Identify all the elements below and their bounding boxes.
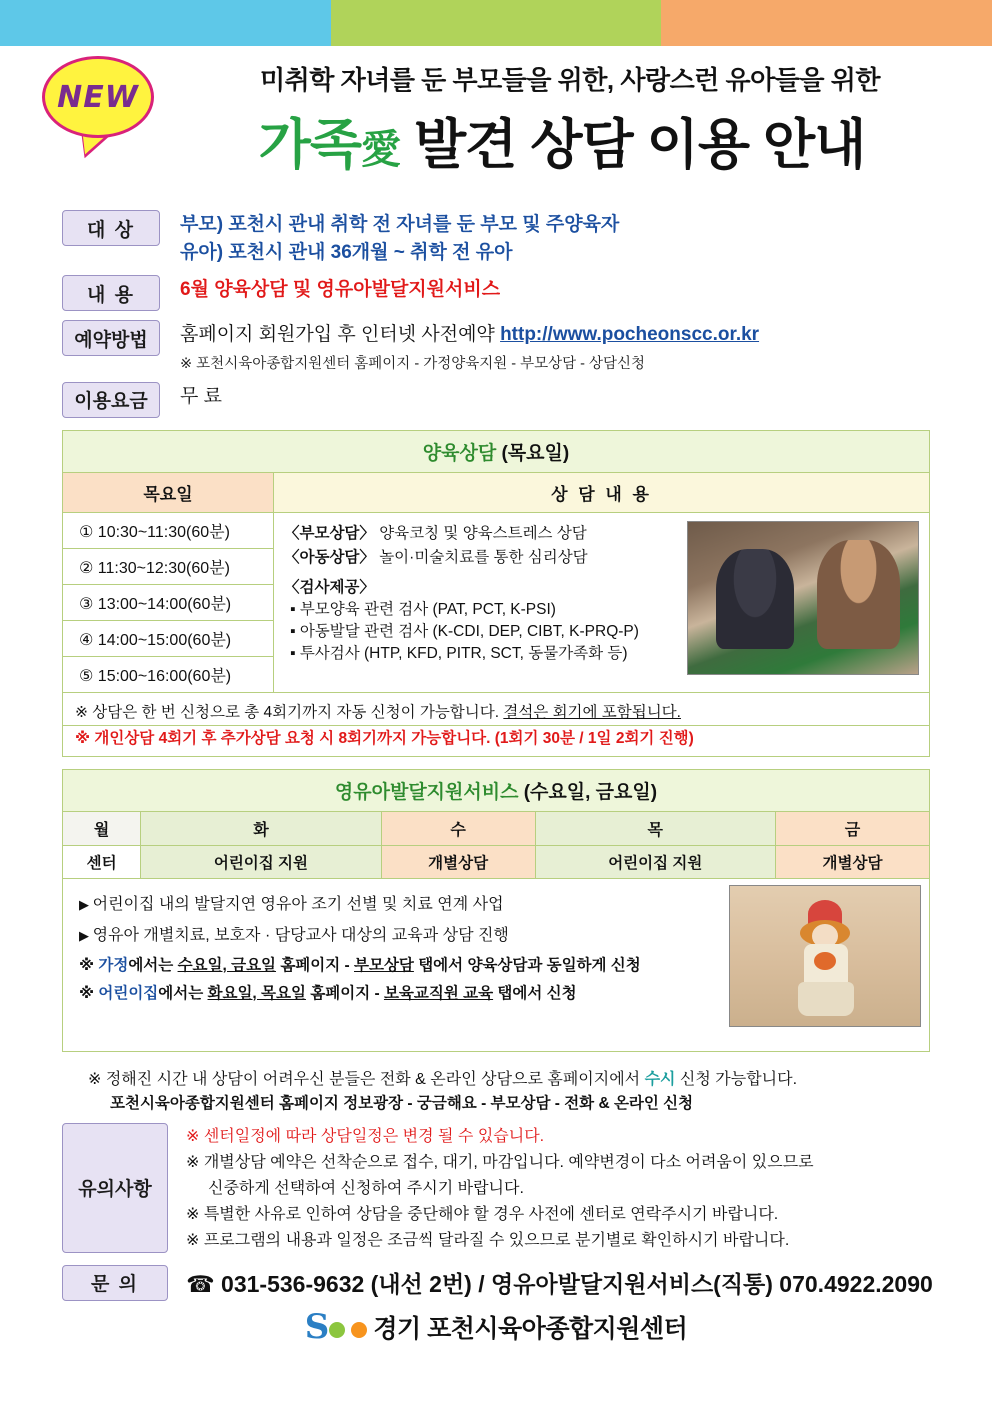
label-caution: 유의사항	[62, 1123, 168, 1253]
poster-header	[22, 46, 970, 206]
target-line-child: 유아) 포천시 관내 36개월 ~ 취학 전 유아	[180, 241, 513, 263]
development-caption-sub: (수요일, 금요일)	[523, 781, 658, 803]
caution-section	[22, 1123, 970, 1253]
caution-line-1: ※ 센터일정에 따라 상담일정은 변경 될 수 있습니다.	[186, 1127, 545, 1145]
star1-m2: 홈페이지 -	[276, 956, 354, 974]
dev-bullet-2: ▶ 영유아 개별치료, 보호자 · 담당교사 대상의 교육과 상담 진행	[79, 922, 919, 945]
counseling-caption	[63, 430, 930, 472]
label-fee: 이용요금	[62, 382, 160, 418]
caution-body	[186, 1123, 814, 1253]
development-table-wrap	[22, 769, 970, 1052]
star2-m1: 에서는	[158, 984, 208, 1002]
star2-u1: 화요일, 목요일	[207, 984, 306, 1002]
dev-assign-row	[63, 845, 930, 878]
caution-line-4: ※ 특별한 사유로 인하여 상담을 중단해야 할 경우 사전에 센터로 연락주시기 바랍니다.	[186, 1205, 779, 1223]
star1-u2: 부모상담	[354, 956, 414, 974]
note1-underline: 결석은 회기에 포함됩니다.	[503, 703, 681, 721]
doll-skirt	[798, 982, 854, 1016]
reservation-line	[180, 321, 759, 349]
development-body	[63, 878, 930, 1051]
page-title	[122, 102, 992, 179]
title-part-1: 가족	[258, 115, 361, 175]
header-content: 상 담 내 용	[274, 472, 930, 512]
test-item-1: ▪ 부모양육 관련 검사 (PAT, PCT, K-PSI)	[290, 597, 919, 619]
counseling-note-row-2	[63, 725, 930, 756]
child-counseling-text: 놀이·미술치료를 통한 심리상담	[374, 548, 588, 566]
time-slot-2: ② 11:30~12:30(60분)	[63, 548, 274, 584]
counseling-caption-sub: (목요일)	[501, 442, 570, 464]
assign-thu: 어린이집 지원	[535, 845, 775, 878]
top-color-bar	[0, 0, 992, 46]
info-body-target	[180, 210, 619, 266]
title-part-3: 상담 이용 안내	[530, 115, 866, 175]
info-row-content	[22, 275, 970, 311]
color-segment-green	[331, 0, 662, 46]
test-item-3: ▪ 투사검사 (HTP, KFD, PITR, SCT, 동물가족화 등)	[290, 641, 919, 663]
counseling-table	[62, 430, 930, 757]
dev-bullet-1: ▶ 어린이집 내의 발달지연 영유아 조기 선별 및 치료 연계 사업	[79, 891, 919, 914]
info-body-content	[180, 275, 500, 304]
assign-mon: 센터	[63, 845, 141, 878]
contact-text: ☎ 031-536-9632 (내선 2번) / 영유아발달지원서비스(직통) 070.4922.2090	[186, 1271, 933, 1298]
table-header-row	[63, 472, 930, 512]
star1-u1: 수요일, 금요일	[177, 956, 277, 974]
dev-body-row	[63, 878, 930, 1051]
day-tue: 화	[141, 811, 381, 845]
doll-photo	[729, 885, 921, 1027]
table-caption-row	[63, 430, 930, 472]
star1-m3: 탭에서 양육상담과 동일하게 신청	[413, 956, 641, 974]
assign-fri: 개별상담	[776, 845, 930, 878]
star2-m2: 홈페이지 -	[305, 984, 384, 1002]
logo-text: 경기 포천시육아종합지원센터	[373, 1314, 688, 1343]
development-table	[62, 769, 930, 1052]
doll-flower	[814, 952, 836, 970]
bottom-color-bar	[0, 1357, 992, 1403]
online-note-path: 포천시육아종합지원센터 홈페이지 정보광장 - 궁금해요 - 부모상담 - 전화 & 온라인 신청	[110, 1094, 694, 1112]
info-row-target	[22, 210, 970, 266]
dev-caption-row	[63, 769, 930, 811]
day-mon: 월	[63, 811, 141, 845]
counseling-photo	[687, 521, 919, 675]
counseling-caption-main: 양육상담	[422, 442, 497, 464]
star1-pre: ※	[79, 956, 99, 974]
development-caption	[63, 769, 930, 811]
development-caption-main: 영유아발달지원서비스	[334, 781, 519, 803]
info-section	[22, 210, 970, 418]
counseling-table-wrap	[22, 430, 970, 757]
info-body-reservation	[180, 320, 759, 373]
time-slot-5: ⑤ 15:00~16:00(60분)	[63, 656, 274, 692]
day-wed: 수	[381, 811, 535, 845]
online-note-pre: ※ 정해진 시간 내 상담이 어려우신 분들은 전화 & 온라인 상담으로 홈페이지에서	[88, 1070, 645, 1088]
counseling-note-1	[63, 692, 930, 725]
parent-counseling-label: 〈부모상담〉	[284, 524, 375, 542]
star2-k1: 어린이집	[98, 984, 159, 1002]
label-reservation: 예약방법	[62, 320, 160, 356]
label-contact: 문 의	[62, 1265, 168, 1301]
star1-m1: 에서는	[128, 956, 178, 974]
star2-pre: ※	[79, 984, 99, 1002]
poster-body	[0, 46, 992, 1347]
reservation-text: 홈페이지 회원가입 후 인터넷 사전예약	[180, 324, 495, 346]
title-love-char: 愛	[360, 128, 400, 172]
caution-line-5: ※ 프로그램의 내용과 일정은 조금씩 달라질 수 있으므로 분기별로 확인하시기 바랍니다.	[186, 1231, 790, 1249]
title-part-2: 발견	[414, 115, 517, 175]
time-slot-3: ③ 13:00~14:00(60분)	[63, 584, 274, 620]
center-logo-icon: S	[305, 1307, 370, 1347]
caution-line-3: 신중하게 선택하여 신청하여 주시기 바랍니다.	[208, 1179, 524, 1197]
online-note-post: 신청 가능합니다.	[675, 1070, 798, 1088]
time-slot-4: ④ 14:00~15:00(60분)	[63, 620, 274, 656]
reservation-note: ※ 포천시육아종합지원센터 홈페이지 - 가정양육지원 - 부모상담 - 상담신청	[180, 355, 646, 372]
label-target: 대 상	[62, 210, 160, 246]
star2-u2: 보육교직원 교육	[383, 984, 494, 1002]
color-segment-cyan	[0, 0, 331, 46]
logo-row	[22, 1307, 970, 1347]
header-day: 목요일	[63, 472, 274, 512]
homepage-link[interactable]: http://www.pocheonscc.or.kr	[500, 324, 760, 346]
info-row-fee	[22, 382, 970, 418]
counseling-note-2: ※ 개인상담 4회기 후 추가상담 요청 시 8회기까지 가능합니다. (1회기 30분 / 1일 2회기 진행)	[75, 729, 694, 747]
dev-day-header-row	[63, 811, 930, 845]
time-slot-1: ① 10:30~11:30(60분)	[63, 512, 274, 548]
counseling-content-cell	[274, 512, 930, 692]
contact-section	[22, 1265, 970, 1301]
header-subtitle: 미취학 자녀를 둔 부모들을 위한, 사랑스런 유아들을 위한	[260, 65, 880, 95]
label-content: 내 용	[62, 275, 160, 311]
assign-wed: 개별상담	[381, 845, 535, 878]
note1-pre: ※ 상담은 한 번 신청으로 총 4회기까지 자동 신청이 가능합니다.	[75, 703, 504, 721]
bottom-notes	[22, 1066, 970, 1113]
counseling-note-row-1	[63, 692, 930, 725]
caution-line-2: ※ 개별상담 예약은 선착순으로 접수, 대기, 마감입니다. 예약변경이 다소 어려움이 있으므로	[186, 1153, 814, 1171]
counseling-note-2-cell	[63, 725, 930, 756]
online-note	[88, 1066, 970, 1089]
table-row	[63, 512, 930, 548]
info-body-fee	[180, 382, 222, 411]
parent-counseling-text: 양육코칭 및 양육스트레스 상담	[374, 524, 587, 542]
test-offer-label: 〈검사제공〉	[284, 578, 375, 596]
content-line: 6월 양육상담 및 영유아발달지원서비스	[180, 279, 501, 301]
day-fri: 금	[776, 811, 930, 845]
test-item-2: ▪ 아동발달 관련 검사 (K-CDI, DEP, CIBT, K-PRQ-P)	[290, 619, 919, 641]
star2-m3: 탭에서 신청	[493, 984, 577, 1002]
child-counseling-label: 〈아동상담〉	[284, 548, 375, 566]
color-segment-orange	[661, 0, 992, 46]
fee-line: 무 료	[180, 385, 222, 407]
online-note-highlight: 수시	[644, 1070, 676, 1088]
info-row-reservation	[22, 320, 970, 373]
star1-k1: 가정	[98, 956, 129, 974]
new-badge-label: NEW	[57, 79, 139, 115]
assign-tue: 어린이집 지원	[141, 845, 381, 878]
day-thu: 목	[535, 811, 775, 845]
target-line-parent: 부모) 포천시 관내 취학 전 자녀를 둔 부모 및 주양육자	[180, 214, 620, 235]
